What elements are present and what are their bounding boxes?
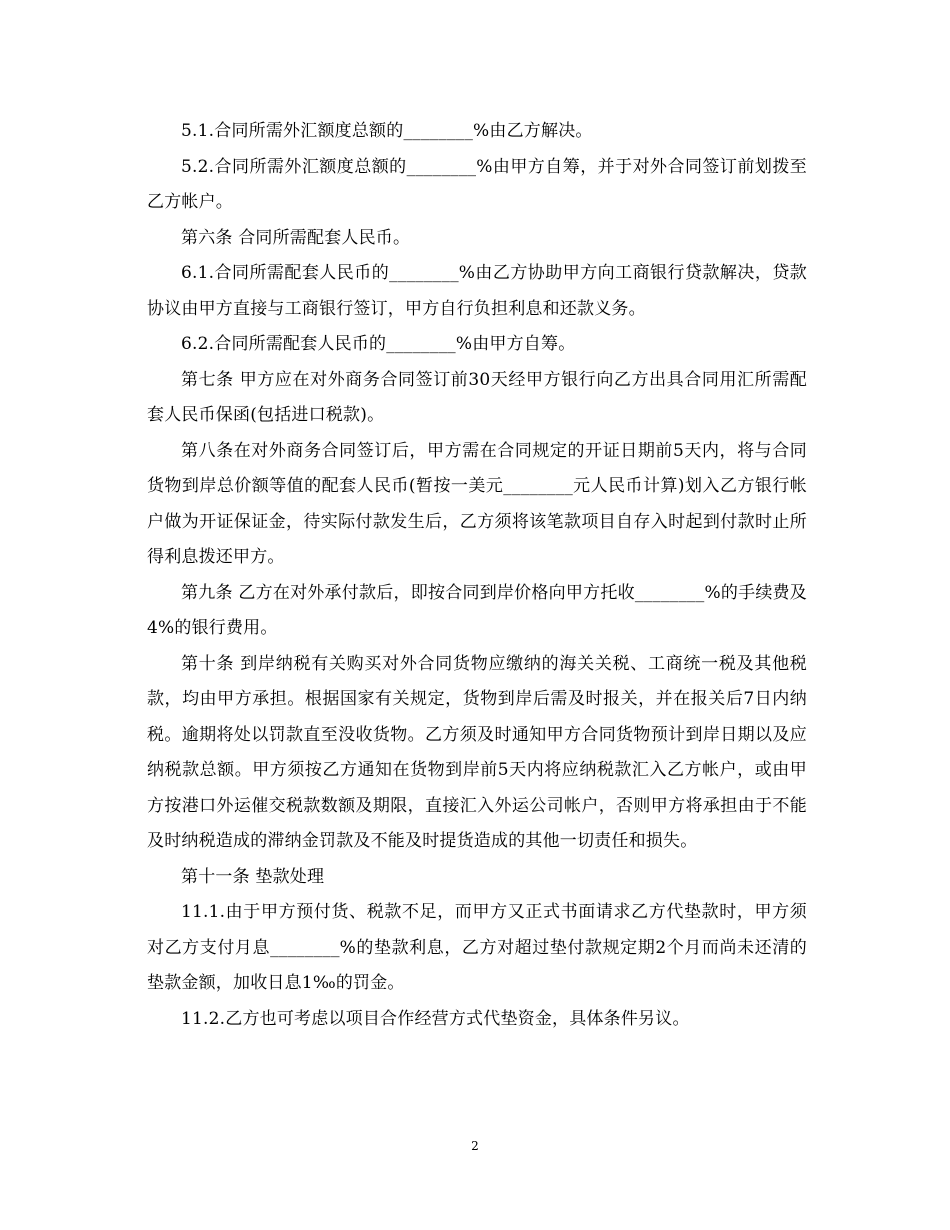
article-6-heading: 第六条 合同所需配套人民币。 bbox=[181, 227, 411, 248]
clause-11-2: 11.2.乙方也可考虑以项目合作经营方式代垫资金，具体条件另议。 bbox=[181, 1008, 690, 1029]
article-11-heading: 第十一条 垫款处理 bbox=[181, 866, 325, 887]
article-10: 第十条 到岸纳税有关购买对外合同货物应缴纳的海关关税、工商统一税及其他税款，均由甲方承担。根据国家有关规定，货物到岸后需及时报关，并在报关后7日内纳税。逾期将处以罚款直至没收货物。乙方须及时通知甲方合同货物预计到岸日期以及应纳税款总额。甲方须按乙方通知在货物到岸前5天内将应纳税款汇入乙方帐户，或由甲方按港口外运催交税款数额及期限，直接汇入外运公司帐户，否则甲方将承担由于不能及时纳税造成的滞纳金罚款及不能及时提货造成的其他一切责任和损失。 bbox=[147, 653, 807, 851]
clause-11-1: 11.1.由于甲方预付货、税款不足，而甲方又正式书面请求乙方代垫款时，甲方须对乙方支付月息________%的垫款利息，乙方对超过垫付款规定期2个月而尚未还清的垫款金额，加收日息1‰的罚金。 bbox=[147, 902, 807, 993]
clause-6-2: 6.2.合同所需配套人民币的________%由甲方自筹。 bbox=[181, 334, 576, 354]
document-body bbox=[147, 114, 807, 1037]
article-7: 第七条 甲方应在对外商务合同签订前30天经甲方银行向乙方出具合同用汇所需配套人民币保函(包括进口税款)。 bbox=[147, 369, 807, 425]
clause-5-2: 5.2.合同所需外汇额度总额的________%由甲方自筹，并于对外合同签订前划拨至乙方帐户。 bbox=[147, 156, 807, 212]
article-8: 第八条在对外商务合同签订后，甲方需在合同规定的开证日期前5天内，将与合同货物到岸总价额等值的配套人民币(暂按一美元________元人民币计算)划入乙方银行帐户做为开证保证金，待实际付款发生后，乙方须将该笔款项目自存入时起到付款时止所得利息拨还甲方。 bbox=[147, 440, 807, 567]
page-number: 2 bbox=[471, 1139, 479, 1153]
clause-5-1: 5.1.合同所需外汇额度总额的________%由乙方解决。 bbox=[181, 121, 593, 141]
clause-6-1: 6.1.合同所需配套人民币的________%由乙方协助甲方向工商银行贷款解决，贷款协议由甲方直接与工商银行签订，甲方自行负担利息和还款义务。 bbox=[147, 263, 807, 319]
article-9: 第九条 乙方在对外承付款后，即按合同到岸价格向甲方托收________%的手续费及4%的银行费用。 bbox=[147, 582, 807, 638]
